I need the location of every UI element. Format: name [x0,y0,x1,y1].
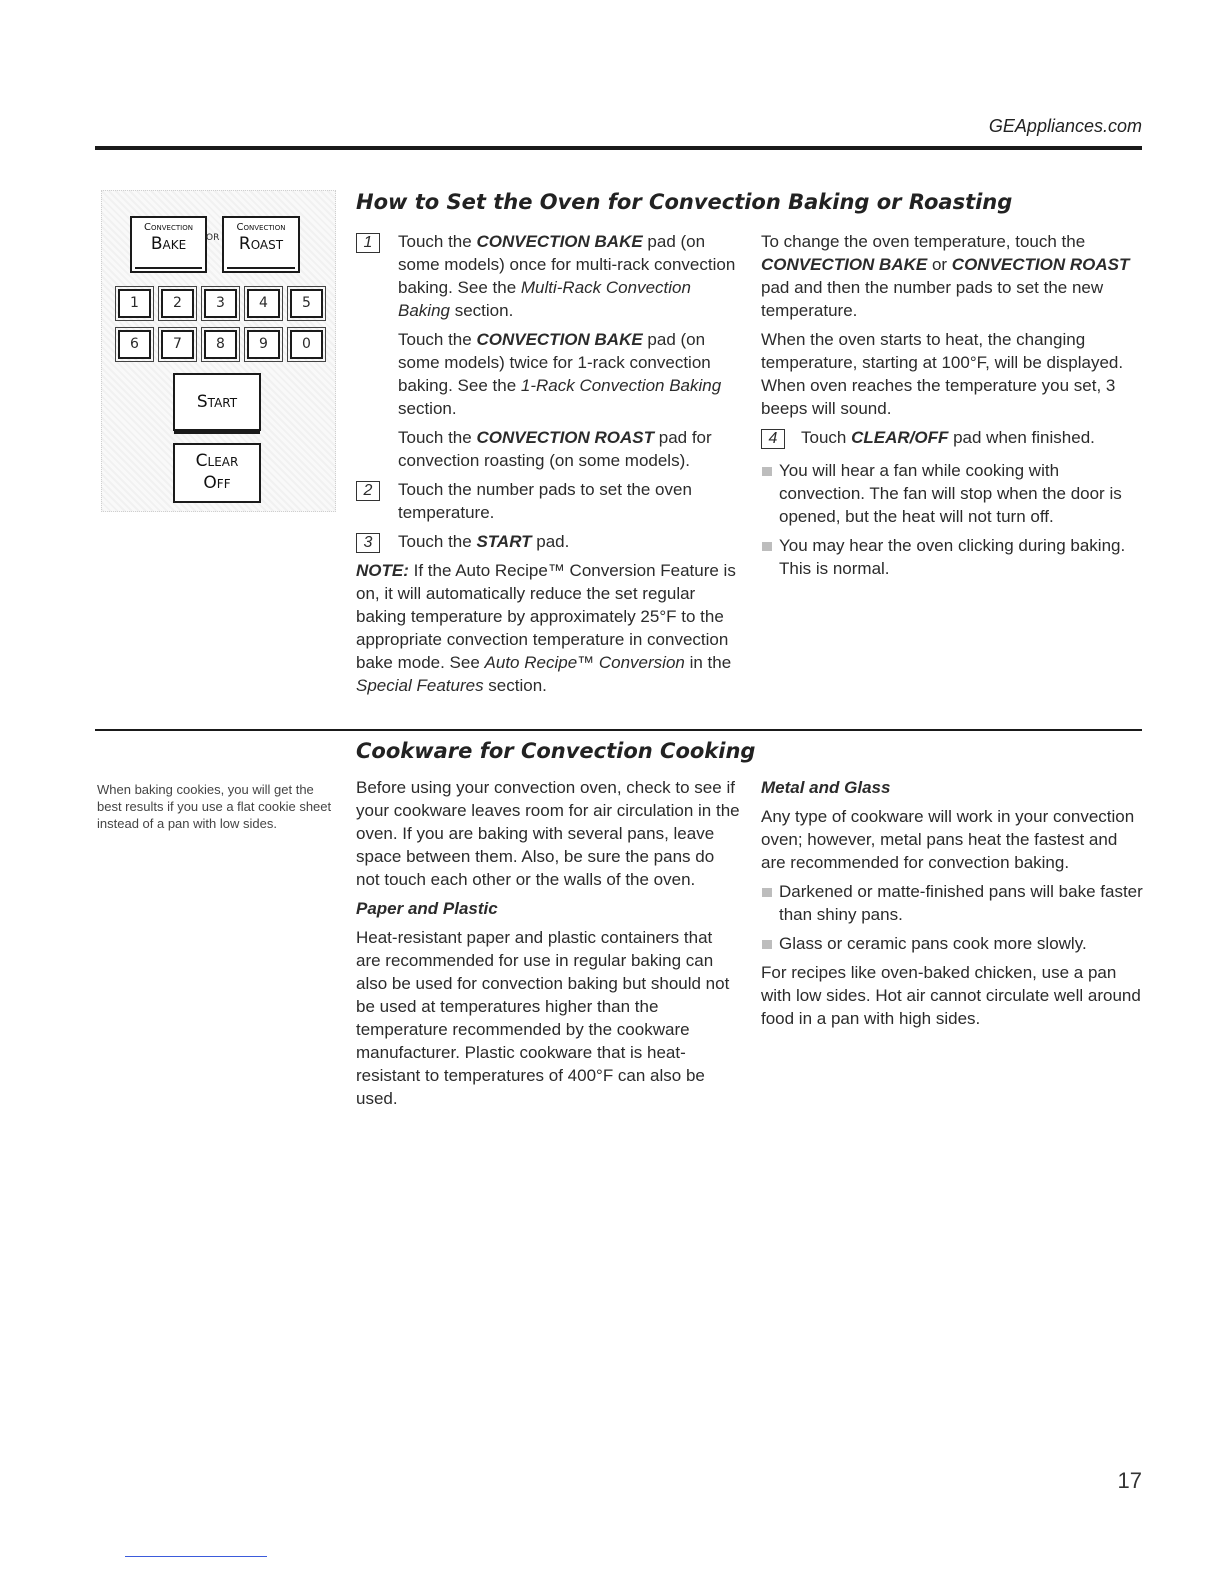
start-key: Start [173,373,261,431]
low-sides-paragraph: For recipes like oven-baked chicken, use a pan with low sides. Hot air cannot circulate well around food in a pan with high sides. [761,963,1141,1028]
metal-glass-heading: Metal and Glass [761,778,891,797]
site-url: GEAppliances.com [988,116,1142,136]
convection-roast-big-label: Roast [238,234,284,254]
note-label: NOTE: [356,561,409,580]
step-1b-text-d: 1-Rack Convection Baking [520,376,722,395]
clicking-bullet: You may hear the oven clicking during baking. This is normal. [761,534,1143,580]
convection-bake-small-label: Convection [144,222,193,233]
step-1 [356,230,736,322]
top-rule [95,146,1142,150]
step-2-number: 2 [356,481,380,501]
number-key-9: 9 [247,330,280,359]
step-2-text: Touch the number pads to set the oven temperature. [398,480,692,522]
step-1b-text-e: section. [398,399,457,418]
page-number: 17 [1117,1468,1142,1493]
step-3 [356,530,736,553]
cookie-sidenote: When baking cookies, you will get the best results if you use a flat cookie sheet instead of a pan with low sides. [97,782,332,831]
step-1b-text-a: Touch the [398,330,477,349]
step-4-text-a: Touch [801,428,852,447]
step-1b-text-c: pad (on some models) twice for 1-rack convection baking. See the [398,330,711,395]
change-temp-text-e: pad and then the number pads to set the new temperature. [761,278,1104,320]
step-1-text-a: Touch the [398,232,477,251]
step-1-alt-roast [356,426,736,472]
note-text-b: Auto Recipe™ Conversion [484,653,685,672]
section-title-convection-setup: How to Set the Oven for Convection Baking or Roasting [356,190,1013,214]
glass-pans-bullet: Glass or ceramic pans cook more slowly. [761,932,1143,955]
cookware-left-column [356,776,740,1116]
step-4-number: 4 [761,429,785,449]
number-key-6: 6 [118,330,151,359]
cookware-intro: Before using your convection oven, check to see if your cookware leaves room for air circulation in the oven. If you are baking with several pans, leave space between them. Also, be sure the pans do not touch each other or the walls of the oven. [356,778,740,889]
step-1c-text-a: Touch the [398,428,477,447]
step-1c-text-b: CONVECTION ROAST [476,428,655,447]
number-key-7: 7 [161,330,194,359]
section-title-cookware: Cookware for Convection Cooking [356,739,756,763]
convection-roast-key [222,216,300,273]
clear-off-key [173,443,261,503]
section-divider [95,729,1142,731]
step-2 [356,478,736,524]
or-label: OR [206,233,220,243]
step-1-text-c: pad (on some models) once for multi-rack convection baking. See the [398,232,736,297]
cookware-right-column [761,776,1143,1036]
change-temp-paragraph [761,230,1143,322]
number-key-4: 4 [247,289,280,318]
convection-bake-key [130,216,207,273]
bottom-link-line [125,1556,267,1557]
preheat-paragraph: When the oven starts to heat, the changing temperature, starting at 100°F, will be displayed. When oven reaches the temperature you set, 3 beeps will sound. [761,330,1124,418]
metal-glass-text: Any type of cookware will work in your convection oven; however, metal pans heat the fastest and are recommended for convection baking. [761,807,1135,872]
step-1-text-b: CONVECTION BAKE [476,232,643,251]
setup-right-column [761,230,1143,586]
change-temp-text-a: To change the oven temperature, touch the [761,232,1086,251]
change-temp-text-c: or [927,255,952,274]
paper-plastic-text: Heat-resistant paper and plastic containers that are recommended for use in regular baking can also be used for convection baking but should not be used at temperatures higher than the temperature recommended by the cookware manufacturer. Plastic cookware that is heat-resistant to temperatures of 400°F can also be used. [356,928,730,1108]
note-text-a: If the Auto Recipe™ Conversion Feature is on, it will automatically reduce the set regular baking temperature by approximately 25°F to the appropriate convection temperature in convection bake mode. See [356,561,736,672]
step-3-number: 3 [356,533,380,553]
step-3-text-c: pad. [531,532,570,551]
setup-left-column [356,230,736,703]
note-paragraph [356,559,736,697]
paper-plastic-heading: Paper and Plastic [356,899,498,918]
step-1b-text-b: CONVECTION BAKE [476,330,643,349]
number-key-1: 1 [118,289,151,318]
step-1-text-d: Multi-Rack Convection Baking [398,278,691,320]
off-label: Off [203,473,231,493]
step-4-text-b: CLEAR/OFF [851,428,949,447]
number-key-8: 8 [204,330,237,359]
convection-bake-big-label: Bake [150,234,187,254]
darkened-pans-bullet: Darkened or matte-finished pans will bake faster than shiny pans. [761,880,1143,926]
note-text-e: section. [483,676,547,695]
convection-roast-small-label: Convection [236,222,286,233]
note-text-c: in the [684,653,732,672]
number-key-0: 0 [290,330,323,359]
step-1c-text-c: pad for convection roasting (on some models). [398,428,712,470]
step-1-alt-twice [356,328,736,420]
step-4 [761,426,1143,449]
change-temp-text-d: CONVECTION ROAST [951,255,1130,274]
step-3-text-a: Touch the [398,532,477,551]
clear-label: Clear [195,451,239,471]
number-key-3: 3 [204,289,237,318]
note-text-d: Special Features [356,676,484,695]
control-panel-illustration [101,190,336,512]
step-3-text-b: START [476,532,532,551]
number-key-2: 2 [161,289,194,318]
fan-bullet: You will hear a fan while cooking with convection. The fan will stop when the door is opened, but the heat will not turn off. [761,459,1143,528]
number-key-5: 5 [290,289,323,318]
step-4-text-c: pad when finished. [948,428,1095,447]
change-temp-text-b: CONVECTION BAKE [761,255,928,274]
step-1-text-e: section. [449,301,514,320]
step-1-number: 1 [356,233,380,253]
